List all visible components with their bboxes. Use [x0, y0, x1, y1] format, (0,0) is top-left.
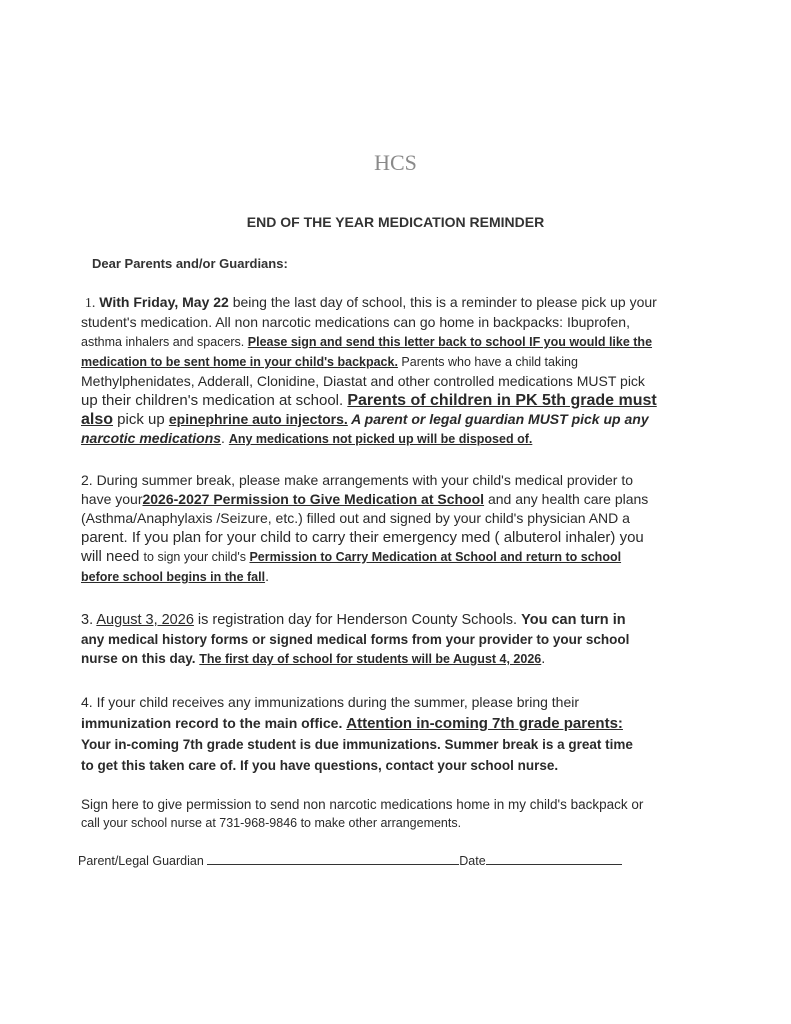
signature-instructions	[81, 795, 681, 833]
text: and any health care plans	[484, 491, 649, 507]
carry-form-name: Permission to Carry Medication at School and return to school	[249, 550, 622, 564]
sign-instruction-cont: medication to be sent home in your child's backpack.	[81, 355, 398, 369]
text: asthma inhalers and spacers.	[81, 335, 248, 349]
text: nurse on this day.	[81, 651, 200, 666]
paragraph-1	[81, 293, 681, 449]
greeting: Dear Parents and/or Guardians:	[92, 256, 288, 271]
permission-form-name: 2026-2027 Permission to Give Medication at School	[142, 491, 485, 507]
date-field[interactable]	[486, 851, 622, 865]
narcotic-notice-cont: narcotic medications	[81, 430, 222, 446]
7th-grade-notice: Attention in-coming 7th grade parents:	[346, 715, 623, 732]
text: will need	[81, 548, 144, 565]
narcotic-notice: A parent or legal guardian MUST pick up any	[347, 411, 649, 427]
text: 3.	[81, 612, 97, 628]
text: up their children's medication at school.	[81, 392, 348, 409]
text: Parents who have a child taking	[397, 355, 578, 369]
text: You can turn in	[521, 612, 626, 628]
pk5-notice: Parents of children in PK 5th grade must	[347, 392, 657, 409]
text: pick up	[113, 411, 169, 428]
disposal-notice: Any medications not picked up will be disposed of.	[228, 432, 533, 446]
carry-form-name-cont: before school begins in the fall	[81, 570, 266, 584]
last-day-text: With Friday, May 22	[99, 294, 229, 310]
text: is registration day for Henderson County Schools.	[193, 612, 522, 628]
text: student's medication. All non narcotic medications can go home in backpacks: Ibuprofen,	[81, 314, 630, 330]
item-number: 1.	[84, 296, 96, 311]
date-label: Date	[459, 854, 486, 868]
text: Sign here to give permission to send non narcotic medications home in my child's backpack or	[81, 797, 644, 812]
paragraph-3	[81, 611, 681, 669]
text: .	[265, 568, 269, 584]
text: to get this taken care of. If you have questions, contact your school nurse.	[81, 758, 559, 773]
nurse-phone-text: call your school nurse at 731-968-9846 to make other arrangements.	[81, 816, 462, 830]
epinephrine-text: epinephrine auto injectors.	[168, 411, 348, 427]
text: being the last day of school, this is a reminder to please pick up your	[228, 294, 657, 310]
text: have your	[81, 491, 143, 507]
text: any medical history forms or signed medical forms from your provider to your school	[81, 632, 630, 647]
text: .	[541, 651, 546, 667]
letter-title: END OF THE YEAR MEDICATION REMINDER	[246, 214, 545, 230]
text: to sign your child's	[143, 550, 250, 564]
paragraph-4	[81, 692, 681, 776]
org-header: HCS	[374, 150, 417, 175]
paragraph-2	[81, 471, 681, 587]
guardian-label: Parent/Legal Guardian	[78, 854, 204, 868]
first-day-notice: The first day of school for students will be August 4, 2026	[199, 652, 542, 666]
text: parent. If you plan for your child to carry their emergency med ( albuterol inhaler) you	[81, 529, 644, 546]
guardian-signature-field[interactable]	[207, 851, 459, 865]
text: Methylphenidates, Adderall, Clonidine, Diastat and other controlled medications MUST pick	[81, 373, 645, 389]
text: 2. During summer break, please make arrangements with your child's medical provider to	[81, 472, 634, 488]
text: .	[221, 430, 229, 446]
text: immunization record to the main office.	[81, 715, 347, 731]
text: (Asthma/Anaphylaxis /Seizure, etc.) filled out and signed by your child's physician AND a	[81, 510, 630, 526]
text: Your in-coming 7th grade student is due immunizations. Summer break is a great time	[81, 737, 633, 752]
pk5-notice-cont: also	[81, 411, 114, 428]
text: 4. If your child receives any immunizations during the summer, please bring their	[81, 694, 580, 710]
registration-date: August 3, 2026	[96, 612, 194, 628]
sign-instruction: Please sign and send this letter back to school IF you would like the	[247, 335, 653, 349]
signature-line	[78, 851, 622, 868]
